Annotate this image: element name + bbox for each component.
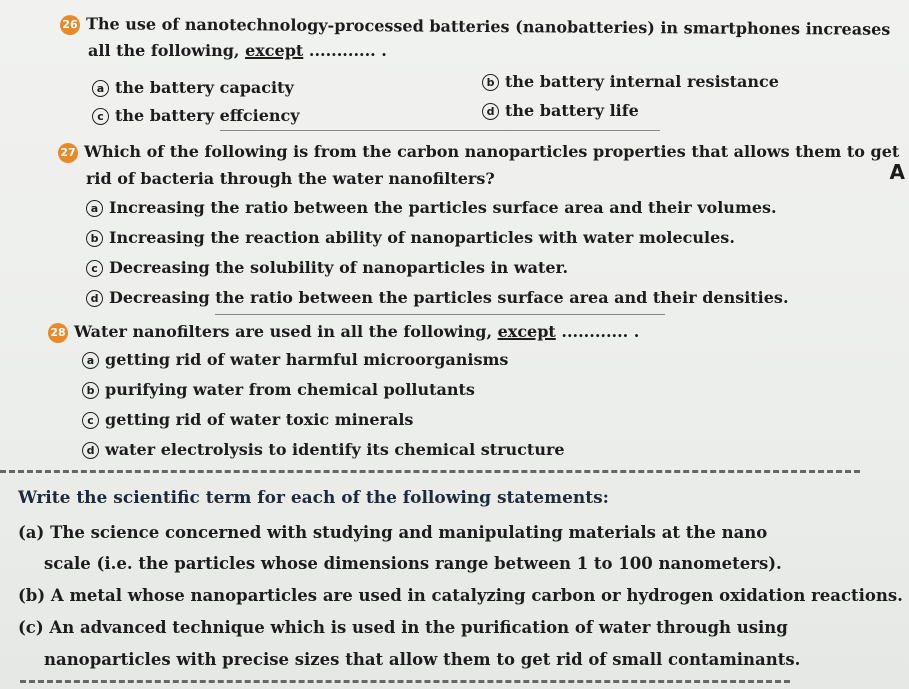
option-letter-d: d [482, 103, 499, 120]
option-letter-b: b [86, 230, 103, 247]
question-divider [215, 314, 665, 315]
dashed-separator [0, 470, 860, 473]
item-a-line2: scale (i.e. the particles whose dimensions range between 1 to 100 nanometers). [44, 554, 782, 573]
question-number-badge: 26 [60, 15, 80, 35]
option-letter-c: c [82, 412, 99, 429]
option-b[interactable]: b Increasing the reaction ability of nanoparticles with water molecules. [86, 228, 735, 247]
question-28 [48, 318, 639, 345]
question-27 [58, 138, 899, 192]
option-c[interactable]: c the battery effciency [92, 106, 300, 125]
option-b[interactable]: b the battery internal resistance [482, 72, 779, 91]
question-26-stem-line2: all the following, except ............ . [88, 41, 387, 60]
option-a[interactable]: a Increasing the ratio between the particles surface area and their volumes. [86, 198, 777, 217]
option-letter-a: a [82, 352, 99, 369]
item-a: (a) The science concerned with studying and manipulating materials at the nano [18, 523, 768, 542]
except-keyword: except [245, 41, 304, 60]
option-letter-b: b [82, 382, 99, 399]
option-b[interactable]: b purifying water from chemical pollutants [82, 380, 475, 399]
question-27-stem: 27 Which of the following is from the carbon nanoparticles properties that allows them to get [58, 138, 899, 165]
item-b: (b) A metal whose nanoparticles are used in catalyzing carbon or hydrogen oxidation reactions. [18, 586, 903, 605]
option-c[interactable]: c Decreasing the solubility of nanoparticles in water. [86, 258, 568, 277]
option-letter-d: d [86, 290, 103, 307]
question-divider [220, 130, 660, 131]
question-number-badge: 28 [48, 323, 68, 343]
option-d[interactable]: d Decreasing the ratio between the particles surface area and their densities. [86, 288, 789, 307]
option-d[interactable]: d water electrolysis to identify its chemical structure [82, 440, 565, 459]
item-c: (c) An advanced technique which is used in the purification of water through using [18, 618, 788, 637]
option-letter-a: a [92, 80, 109, 97]
section-title: Write the scientific term for each of the following statements: [18, 488, 609, 508]
dashed-separator-bottom [20, 680, 790, 683]
option-letter-d: d [82, 442, 99, 459]
question-28-stem: 28 Water nanofilters are used in all the following, except ............ . [48, 318, 639, 345]
option-a[interactable]: a the battery capacity [92, 78, 294, 97]
edge-letter: A [889, 160, 905, 184]
question-26 [60, 10, 890, 64]
option-letter-c: c [86, 260, 103, 277]
option-letter-b: b [482, 74, 499, 91]
question-26-stem: 26 The use of nanotechnology-processed batteries (nanobatteries) in smartphones increases [60, 10, 890, 43]
option-letter-a: a [86, 200, 103, 217]
option-d[interactable]: d the battery life [482, 101, 639, 120]
option-a[interactable]: a getting rid of water harmful microorganisms [82, 350, 508, 369]
question-27-stem-line2: rid of bacteria through the water nanofilters? [86, 169, 495, 188]
question-number-badge: 27 [58, 143, 78, 163]
option-c[interactable]: c getting rid of water toxic minerals [82, 410, 413, 429]
option-letter-c: c [92, 108, 109, 125]
except-keyword: except [497, 322, 556, 341]
item-c-line2: nanoparticles with precise sizes that allow them to get rid of small contaminants. [44, 650, 801, 669]
